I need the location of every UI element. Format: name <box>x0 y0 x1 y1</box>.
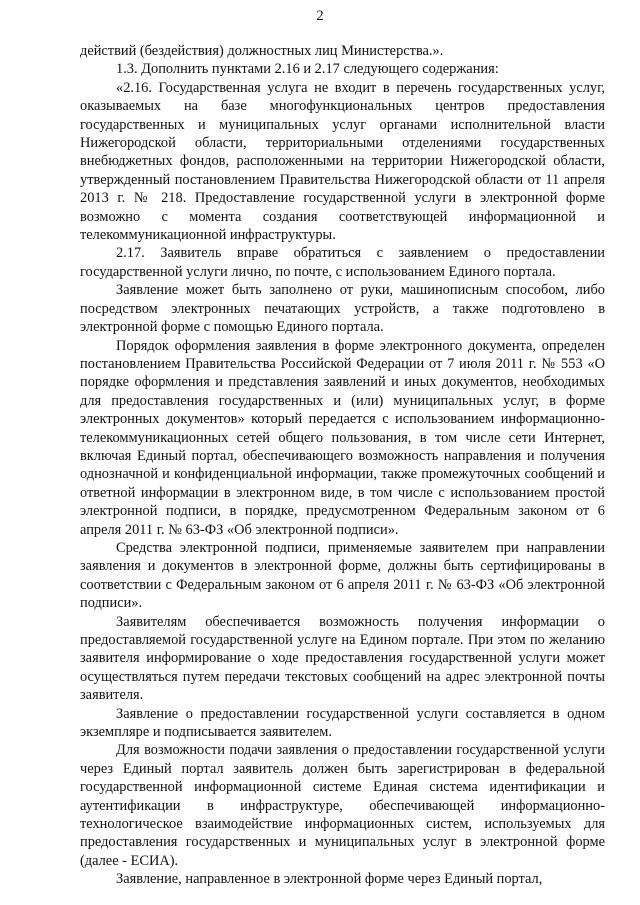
document-body <box>80 42 605 889</box>
paragraph: 1.3. Дополнить пунктами 2.16 и 2.17 следующего содержания: <box>116 61 499 78</box>
paragraph: Для возможности подачи заявления о предоставлении государственной услуги через Единый портал заявитель должен быть зарегистрирован в федеральной государственной информационной системе Единая система идентификации и аутентификации в инфраструктуре, обеспечивающей информационно-технологическое взаимодействие информационных систем, используемых для предоставления государственных и муниципальных услуг в электронной форме (далее - ЕСИА). <box>80 742 605 869</box>
paragraph: Заявителям обеспечивается возможность получения информации о предоставляемой государственной услуге на Едином портале. При этом по желанию заявителя информирование о ходе предоставления государственной услуги может осуществляться путем передачи текстовых сообщений на адрес электронной почты заявителя. <box>80 613 605 704</box>
page-number: 2 <box>316 8 324 24</box>
paragraph: Порядок оформления заявления в форме электронного документа, определен постановлением Правительства Российской Федерации от 7 июля 2011 г. № 553 «О порядке оформления и представления заявлений и иных документов, необходимых для предоставления государственных и (или) муниципальных услуг, в форме электронных документов» который передается с использованием информационно-телекоммуникационных сетей общего пользования, в том числе сети Интернет, включая Единый портал, обеспечивающего возможность направления и получения однозначной и конфиденциальной информации, также промежуточных сообщений и ответной информации в электронном виде, в том числе с использованием простой электронной подписи, в порядке, предусмотренном Федеральным законом от 6 апреля 2011 г. № 63-ФЗ «Об электронной подписи». <box>80 337 605 538</box>
paragraph: «2.16. Государственная услуга не входит в перечень государственных услуг, оказываемых на базе многофункциональных центров предоставления государственных и муниципальных услуг органами исполнительной власти Нижегородской области, территориальными отделениями государственных внебюджетных фондов, расположенными на территории Нижегородской области, утвержденный постановлением Правительства Нижегородской области от 11 апреля 2013 г. № 218. Предоставление государственной услуги в электронной форме возможно с момента создания соответствующей информационной и телекоммуникационной инфраструктуры. <box>80 79 605 244</box>
paragraph: действий (бездействия) должностных лиц Министерства.». <box>80 43 444 59</box>
paragraph: Заявление о предоставлении государственной услуги составляется в одном экземпляре и подписывается заявителем. <box>80 705 605 741</box>
paragraph: 2.17. Заявитель вправе обратиться с заявлением о предоставлении государственной услуги лично, по почте, с использованием Единого портала. <box>80 245 605 280</box>
paragraph: Средства электронной подписи, применяемые заявителем при направлении заявления и документов в электронной форме, должны быть сертифицированы в соответствии с Федеральным законом от 6 апреля 2011 г. № 63-ФЗ «Об электронной подписи». <box>80 539 605 612</box>
paragraph: Заявление может быть заполнено от руки, машинописным способом, либо посредством электронных печатающих устройств, а также подготовлено в электронной форме с помощью Единого портала. <box>80 282 605 336</box>
paragraph: Заявление, направленное в электронной форме через Единый портал, <box>116 871 543 888</box>
